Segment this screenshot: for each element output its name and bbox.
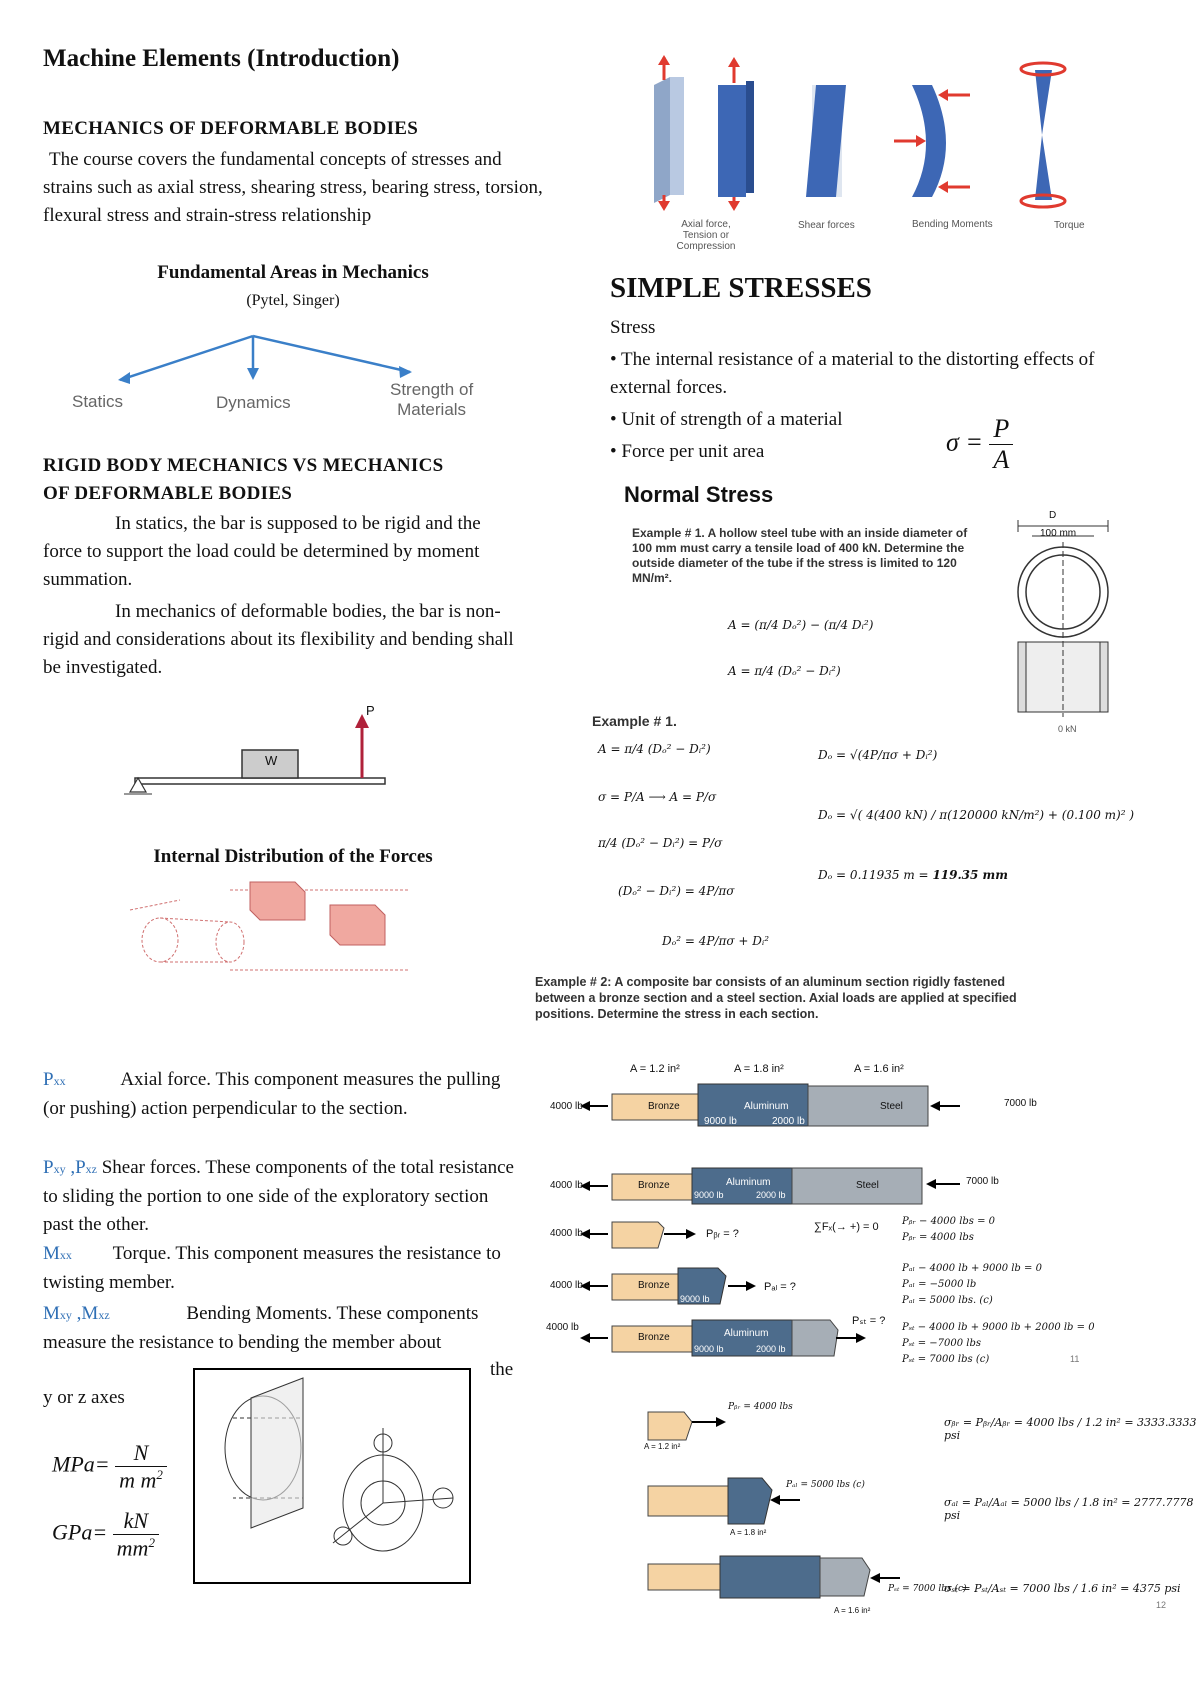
- row1-aluminum: Aluminum: [744, 1101, 789, 1112]
- tube-diameter-label: D: [1049, 510, 1057, 521]
- row5-bronze: Bronze: [638, 1332, 670, 1343]
- example1b-l1: A = π/4 (Dₒ² − Dᵢ²): [598, 742, 711, 756]
- stress-aluminum: σₐₗ = Pₐₗ/Aₐₗ = 5000 lbs / 1.8 in² = 2777.7778 psi: [944, 1496, 1194, 1522]
- caption-axial-line1: Axial force,: [681, 219, 731, 230]
- rigid-heading-line2: OF DEFORMABLE BODIES: [43, 483, 293, 504]
- internal-heading: Internal Distribution of the Forces: [153, 846, 433, 867]
- example2-text: Example # 2: A composite bar consists of an aluminum section rigidly fastened between a bronze section and a steel section. Axial loads are applied at specified positions. Determine the stress in each section.: [535, 975, 1017, 1021]
- beam-figure: [120, 700, 400, 800]
- stress-formula: [946, 414, 1013, 475]
- fb2-force: Pₐₗ = 5000 lbs (c): [786, 1480, 865, 1490]
- row3-load-left: 4000 lb: [550, 1228, 583, 1239]
- fundamental-source: (Pytel, Singer): [246, 292, 340, 309]
- axial-description: Axial force. This component measures the pulling (or pushing) action perpendicular to the section.: [43, 1069, 501, 1119]
- example1b-label: Example # 1.: [592, 713, 677, 729]
- row2-load-a: 9000 lb: [694, 1190, 724, 1200]
- row3-eq2: Pᵦᵣ = 4000 lbs: [902, 1232, 974, 1243]
- rigid-paragraph-2: In mechanics of deformable bodies, the bar is non-rigid and considerations about its flexibility and bending shall be investigated.: [43, 601, 514, 678]
- composite-bar-figure: [540, 1076, 1100, 1396]
- fb1-area: A = 1.2 in²: [644, 1442, 681, 1451]
- beam-force-label: P: [366, 703, 375, 718]
- page-number-11: 11: [1070, 1354, 1080, 1364]
- stress-bullet-2: • Unit of strength of a material: [610, 409, 843, 430]
- caption-axial: [666, 219, 746, 252]
- area-steel: A = 1.6 in²: [854, 1063, 904, 1075]
- row2-load-b: 2000 lb: [756, 1190, 786, 1200]
- stress-types-figure: [640, 55, 1110, 215]
- branch-dynamics: Dynamics: [216, 393, 291, 412]
- rigid-heading: [43, 452, 444, 508]
- shear-symbols: Pxy ,Pxz: [43, 1157, 97, 1178]
- row1-bronze: Bronze: [648, 1101, 680, 1112]
- gpa-lhs: GPa=: [52, 1519, 108, 1545]
- row2-load-right: 7000 lb: [966, 1176, 999, 1187]
- row4-load-a: 9000 lb: [680, 1294, 710, 1304]
- example1b-r3: Dₒ = 0.11935 m = 119.35 mm: [818, 868, 1008, 882]
- rigid-paragraph-1: In statics, the bar is supposed to be rigid and the force to support the load could be determined by moment summation.: [43, 513, 481, 590]
- page-title: Machine Elements (Introduction): [43, 45, 400, 72]
- row4-eq1: Pₐₗ − 4000 lb + 9000 lb = 0: [902, 1263, 1042, 1274]
- row5-eq3: Pₛₜ = 7000 lbs (c): [902, 1354, 990, 1365]
- bending-tail: the: [490, 1359, 514, 1380]
- row5-eq2: Pₛₜ = −7000 lbs: [902, 1338, 982, 1349]
- area-bronze: A = 1.2 in²: [630, 1063, 680, 1075]
- shear-description: Shear forces. These components of the total resistance to sliding the portion to one side of the exploratory section past the other.: [43, 1157, 514, 1235]
- example1-text: Example # 1. A hollow steel tube with an inside diameter of 100 mm must carry a tensile load of 400 kN. Determine the outside diameter of the tube if the stress is limited to 120 MN/m².: [632, 526, 968, 585]
- mpa-lhs: MPa=: [52, 1451, 110, 1477]
- row5-load-left: 4000 lb: [546, 1322, 579, 1333]
- simple-stresses-heading: SIMPLE STRESSES: [610, 272, 872, 304]
- row1-load-a: 9000 lb: [704, 1116, 737, 1127]
- stress-formula-lhs: σ =: [946, 427, 983, 457]
- row4-bronze: Bronze: [638, 1280, 670, 1291]
- row1-load-right: 7000 lb: [1004, 1098, 1037, 1109]
- tube-figure: [1008, 512, 1118, 722]
- gpa-denominator: mm: [116, 1535, 149, 1561]
- row3-sum: ∑Fₓ(→ +) = 0: [814, 1221, 879, 1233]
- example1-eq2: A = π/4 (Dₒ² − Dᵢ²): [728, 664, 841, 678]
- branch-strength-line2: Materials: [397, 400, 467, 419]
- row5-pst: Pₛₜ = ?: [852, 1315, 886, 1327]
- example1b-r1: Dₒ = √(4P/πσ + Dᵢ²): [818, 748, 938, 762]
- bending-description: Bending Moments. These components measure the resistance to bending the member about: [43, 1303, 479, 1353]
- example1b-l5: Dₒ² = 4P/πσ + Dᵢ²: [662, 934, 770, 948]
- gpa-formula: [52, 1508, 159, 1561]
- fb1-force: Pᵦᵣ = 4000 lbs: [728, 1402, 793, 1412]
- bending-symbols: Mxy ,Mxz: [43, 1303, 110, 1324]
- row1-steel: Steel: [880, 1101, 903, 1112]
- fb3-area: A = 1.6 in²: [834, 1606, 871, 1615]
- example1b-l4: (Dₒ² − Dᵢ²) = 4P/πσ: [618, 884, 735, 898]
- stress-label: Stress: [610, 317, 656, 338]
- caption-axial-line2: Tension or Compression: [676, 230, 736, 252]
- mpa-numerator: N: [115, 1440, 167, 1467]
- stress-steel: σₛₜ = Pₛₜ/Aₛₜ = 7000 lbs / 1.6 in² = 4375 psi: [944, 1582, 1181, 1595]
- section-components-figure: [193, 1368, 471, 1584]
- free-body-figure: [640, 1400, 900, 1600]
- row4-pal: Pₐₗ = ?: [764, 1281, 796, 1293]
- torque-description: Torque. This component measures the resistance to twisting member.: [43, 1243, 501, 1293]
- page-number-12: 12: [1156, 1600, 1167, 1610]
- row3-pbr: Pᵦᵣ = ?: [706, 1228, 739, 1240]
- mpa-formula: [52, 1440, 167, 1493]
- row4-eq2: Pₐₗ = −5000 lb: [902, 1279, 977, 1290]
- component-axial: [43, 1066, 523, 1123]
- fb3-force: Pₛₜ = 7000 lbs (c): [888, 1584, 967, 1594]
- row1-load-left: 4000 lb: [550, 1101, 583, 1112]
- example1b-l2: σ = P/A ⟶ A = P/σ: [598, 790, 717, 804]
- component-shear: [43, 1154, 523, 1239]
- stress-bullet-3: • Force per unit area: [610, 441, 765, 462]
- area-aluminum: A = 1.8 in²: [734, 1063, 784, 1075]
- row3-eq1: Pᵦᵣ − 4000 lbs = 0: [902, 1216, 996, 1227]
- stress-formula-num: P: [989, 414, 1013, 445]
- component-bending: [43, 1300, 523, 1357]
- branch-strength-line1: Strength of: [390, 380, 474, 399]
- bending-tail-2: y or z axes: [43, 1387, 125, 1408]
- axial-symbol: Pxx: [43, 1069, 66, 1090]
- branch-strength: [390, 380, 473, 420]
- row5-aluminum: Aluminum: [724, 1328, 769, 1339]
- tube-load: 0 kN: [1058, 724, 1077, 734]
- internal-forces-figure: [120, 870, 420, 980]
- mpa-exponent: 2: [156, 1467, 163, 1482]
- stress-formula-den: A: [993, 445, 1010, 474]
- torque-symbol: Mxx: [43, 1243, 72, 1264]
- row2-bronze: Bronze: [638, 1180, 670, 1191]
- row5-eq1: Pₛₜ − 4000 lb + 9000 lb + 2000 lb = 0: [902, 1322, 1095, 1333]
- example1b-r2: Dₒ = √( 4(400 kN) / π(120000 kN/m²) + (0.100 m)² ): [818, 808, 1135, 822]
- rigid-heading-line1: RIGID BODY MECHANICS VS MECHANICS: [43, 455, 444, 476]
- component-torque: [43, 1240, 523, 1297]
- branch-statics: Statics: [72, 392, 124, 411]
- normal-stress-heading: Normal Stress: [624, 482, 774, 507]
- row4-load-left: 4000 lb: [550, 1280, 583, 1291]
- example1-eq1: A = (π/4 Dₒ²) − (π/4 Dᵢ²): [728, 618, 874, 632]
- row2-aluminum: Aluminum: [726, 1177, 771, 1188]
- tube-dimension: 100 mm: [1040, 528, 1077, 539]
- row1-load-b: 2000 lb: [772, 1116, 805, 1127]
- section-heading-deformable: MECHANICS OF DEFORMABLE BODIES: [43, 118, 419, 139]
- mpa-denominator: m m: [119, 1467, 157, 1493]
- gpa-exponent: 2: [148, 1535, 155, 1550]
- row2-steel: Steel: [856, 1180, 879, 1191]
- fundamental-heading: Fundamental Areas in Mechanics: [157, 262, 429, 283]
- beam-weight-label: W: [265, 753, 278, 768]
- intro-paragraph: The course covers the fundamental concepts of stresses and strains such as axial stress, shearing stress, bearing stress, torsion, flexural stress and strain-stress relationship: [43, 149, 543, 226]
- gpa-numerator: kN: [113, 1508, 159, 1535]
- stress-bronze: σᵦᵣ = Pᵦᵣ/Aᵦᵣ = 4000 lbs / 1.2 in² = 3333.3333 psi: [944, 1416, 1197, 1442]
- caption-bending: Bending Moments: [912, 219, 993, 230]
- fb2-area: A = 1.8 in²: [730, 1528, 767, 1537]
- row5-load-a: 9000 lb: [694, 1344, 724, 1354]
- caption-shear: Shear forces: [798, 220, 855, 231]
- example1b-l3: π/4 (Dₒ² − Dᵢ²) = P/σ: [598, 836, 723, 850]
- row5-load-b: 2000 lb: [756, 1344, 786, 1354]
- row2-load-left: 4000 lb: [550, 1180, 583, 1191]
- row4-eq3: Pₐₗ = 5000 lbs. (c): [902, 1295, 993, 1306]
- stress-bullet-1: • The internal resistance of a material to the distorting effects of external forces.: [610, 349, 1095, 398]
- caption-torque: Torque: [1054, 220, 1085, 231]
